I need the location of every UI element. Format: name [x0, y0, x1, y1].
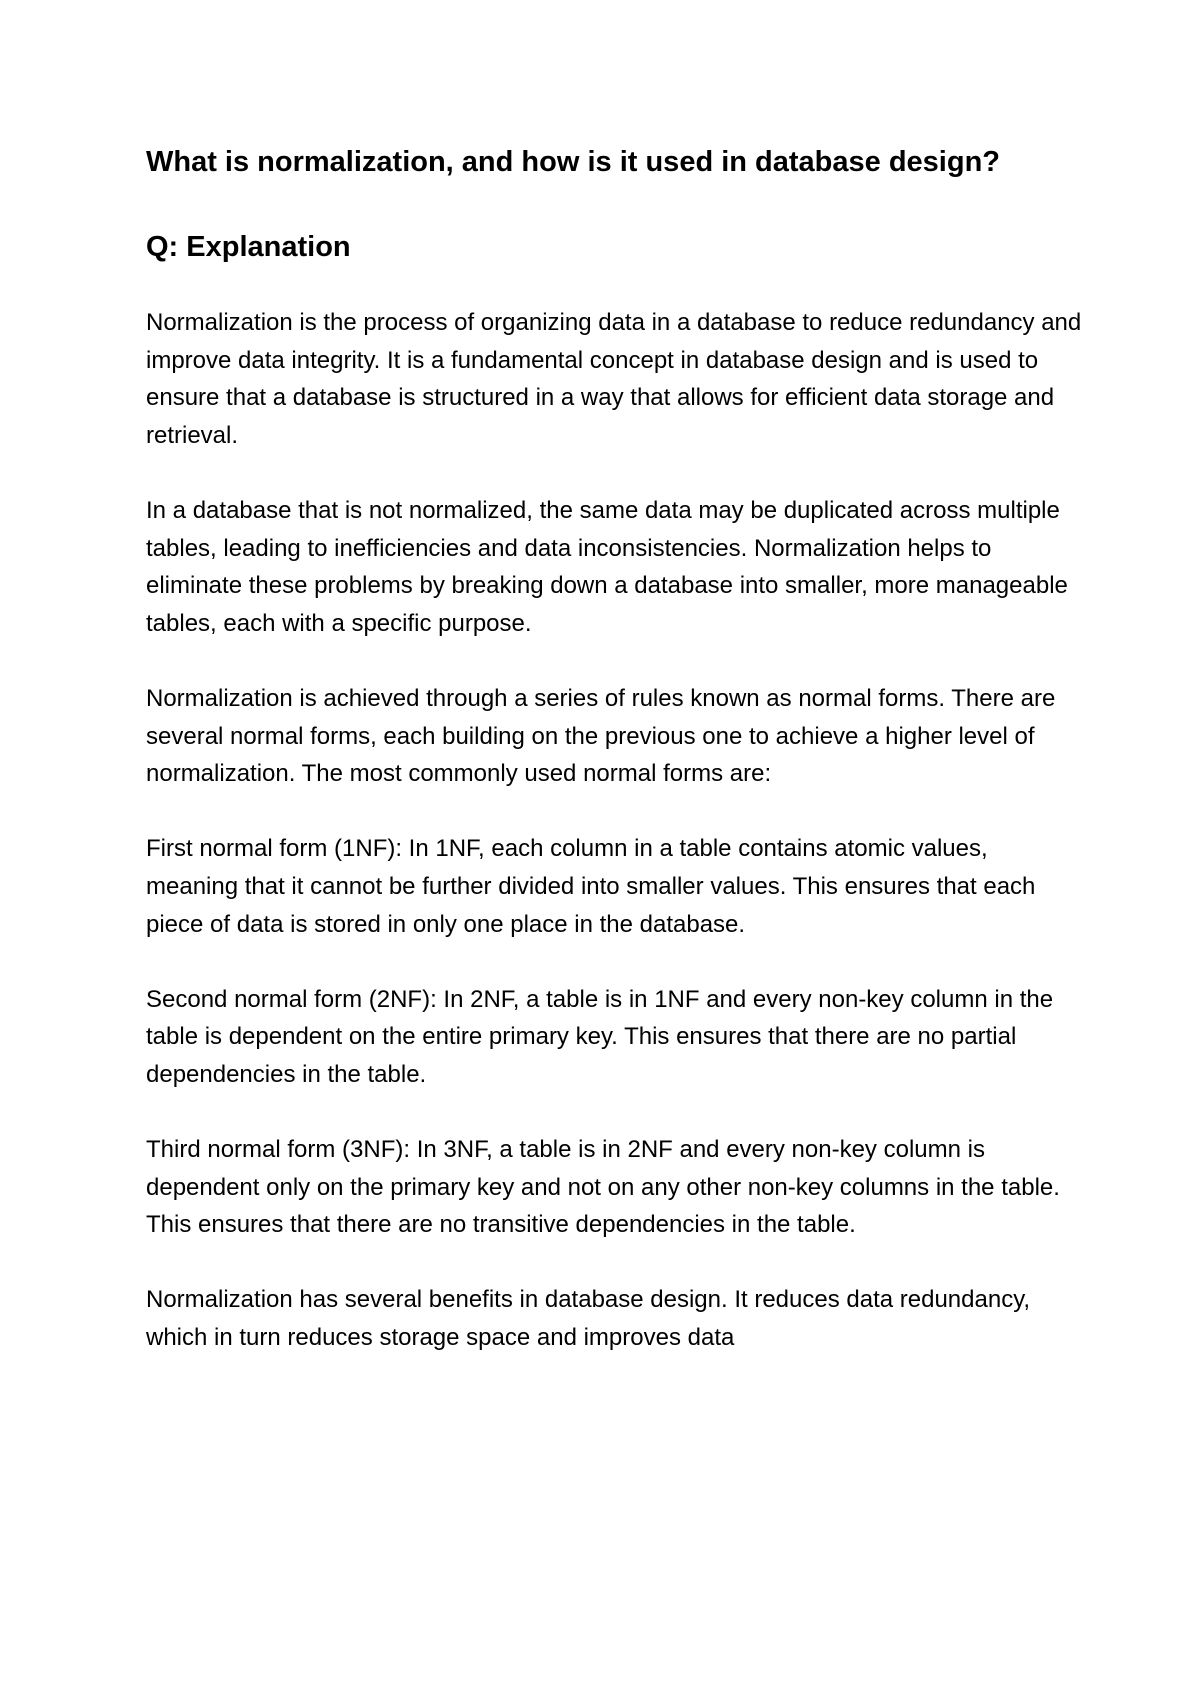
paragraph-benefits: Normalization has several benefits in database design. It reduces data redundancy, which in turn reduces storage space and improves data — [146, 1286, 1031, 1352]
paragraph-normal-forms: Normalization is achieved through a series of rules known as normal forms. There are several normal forms, each building on the previous one to achieve a higher level of normalization. The most commonly used normal forms are: — [146, 684, 1056, 788]
paragraph-3nf: Third normal form (3NF): In 3NF, a table is in 2NF and every non-key column is dependent only on the primary key and not on any other non-key columns in the table. This ensures that there are no transitive dependencies in the table. — [146, 1136, 1060, 1239]
document-page — [146, 140, 1086, 1357]
section-heading: Q: Explanation — [146, 231, 351, 263]
paragraph-intro: Normalization is the process of organizing data in a database to reduce redundancy and improve data integrity. It is a fundamental concept in database design and is used to ensure that a database is structured in a way that allows for efficient data storage and retrieval. — [146, 309, 1082, 449]
document-title: What is normalization, and how is it used in database design? — [146, 146, 1000, 178]
paragraph-1nf: First normal form (1NF): In 1NF, each column in a table contains atomic values, meaning that it cannot be further divided into smaller values. This ensures that each piece of data is stored in only one place in the database. — [146, 835, 1036, 938]
paragraph-not-normalized: In a database that is not normalized, the same data may be duplicated across multiple tables, leading to inefficiencies and data inconsistencies. Normalization helps to eliminate these problems by breaking down a database into smaller, more manageable tables, each with a specific purpose. — [146, 496, 1068, 637]
paragraph-2nf: Second normal form (2NF): In 2NF, a table is in 1NF and every non-key column in the table is dependent on the entire primary key. This ensures that there are no partial dependencies in the table. — [146, 985, 1054, 1088]
